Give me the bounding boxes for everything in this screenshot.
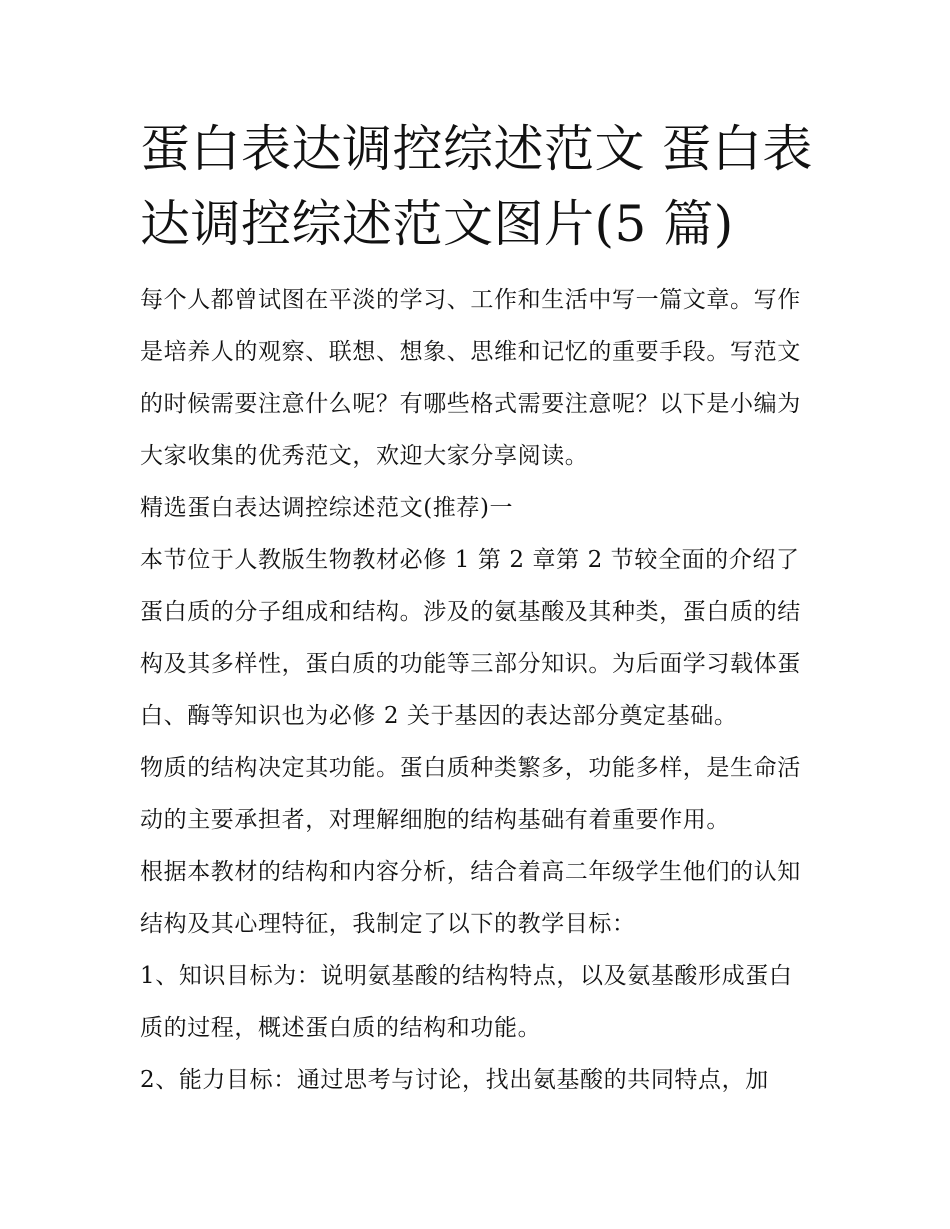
intro-paragraph: 每个人都曾试图在平淡的学习、工作和生活中写一篇文章。写作是培养人的观察、联想、想象、思维和记忆的重要手段。写范文的时候需要注意什么呢？有哪些格式需要注意呢？以下是小编为大家收集的优秀范文，欢迎大家分享阅读。 xyxy=(140,287,801,469)
section-heading: 精选蛋白表达调控综述范文(推荐)一 xyxy=(140,495,514,521)
body-paragraph: 根据本教材的结构和内容分析，结合着高二年级学生他们的认知结构及其心理特征，我制定了以下的教学目标： xyxy=(140,859,801,937)
document-page xyxy=(140,112,815,1106)
list-item: 2、能力目标：通过思考与讨论，找出氨基酸的共同特点，加 xyxy=(140,1067,769,1093)
list-item: 1、知识目标为：说明氨基酸的结构特点，以及氨基酸形成蛋白质的过程，概述蛋白质的结构和功能。 xyxy=(140,963,793,1041)
body-paragraph: 物质的结构决定其功能。蛋白质种类繁多，功能多样，是生命活动的主要承担者，对理解细胞的结构基础有着重要作用。 xyxy=(140,755,801,833)
document-title: 蛋白表达调控综述范文 蛋白表达调控综述范文图片(5 篇) xyxy=(140,120,813,253)
body-paragraph: 本节位于人教版生物教材必修 1 第 2 章第 2 节较全面的介绍了蛋白质的分子组成和结构。涉及的氨基酸及其种类，蛋白质的结构及其多样性，蛋白质的功能等三部分知识。为后面学习载体蛋白、酶等知识也为必修 2 关于基因的表达部分奠定基础。 xyxy=(140,547,801,729)
